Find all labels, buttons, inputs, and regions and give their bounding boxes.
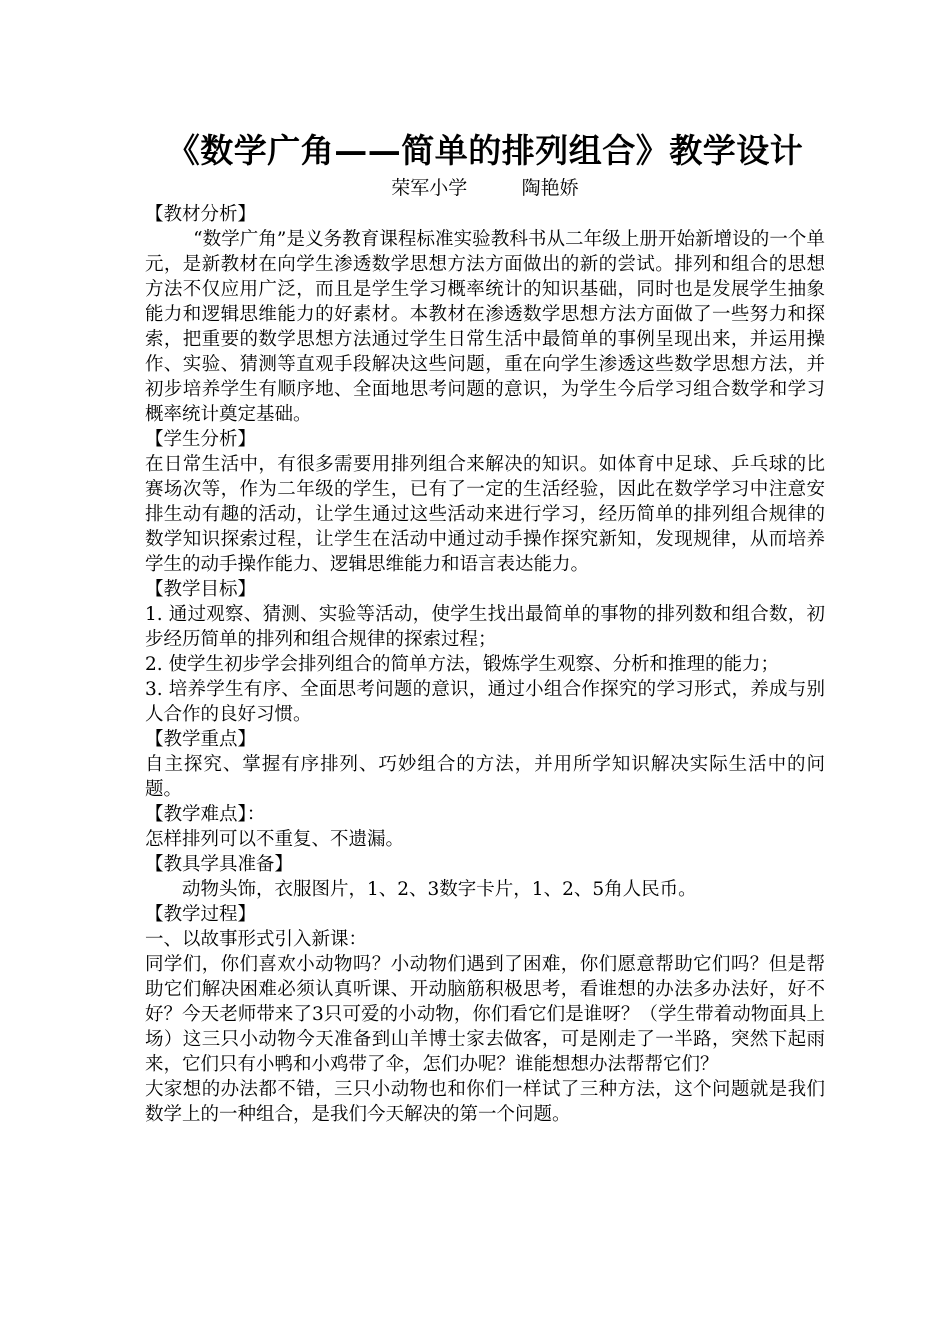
paragraph: 动物头饰，衣服图片，1、2、3数字卡片，1、2、5角人民币。: [182, 879, 697, 900]
school-name: 荣军小学: [391, 177, 468, 199]
section-heading: 【教具学具准备】: [145, 854, 294, 875]
paragraph: “数学广角”是义务教育课程标准实验教科书从二年级上册开始新增设的一个单元，是新教材在向学生渗透数学思想方法方面做出的新的尝试。排列和组合的思想方法不仅应用广泛，而且是学生学习概率统计的知识基础，同时也是发展学生抽象能力和逻辑思维能力的好素材。本教材在渗透数学思想方法方面做了一些努力和探索，把重要的数学思想方法通过学生日常生活中最简单的事例呈现出来，并运用操作、实验、猜测等直观手段解决这些问题，重在向学生渗透这些数学思想方法，并初步培养学生有顺序地、全面地思考问题的意识，为学生今后学习组合数学和学习概率统计奠定基础。: [145, 229, 825, 425]
byline: [145, 174, 825, 202]
section-heading: 【教学过程】: [145, 904, 257, 925]
section-materials: [145, 852, 825, 902]
paragraph: 同学们，你们喜欢小动物吗？小动物们遇到了困难，你们愿意帮助它们吗？但是帮助它们解决困难必须认真听课、开动脑筋积极思考，看谁想的办法多办法好，好不好？今天老师带来了3只可爱的小动物，你们看它们是谁呀？（学生带着动物面具上场）这三只小动物今天准备到山羊博士家去做客，可是刚走了一半路，突然下起雨来，它们只有小鸭和小鸡带了伞，怎们办呢？谁能想想办法帮帮它们？: [145, 954, 825, 1075]
section-student-analysis: [145, 427, 825, 577]
section-heading: 【教学目标】: [145, 579, 257, 600]
document-page: [145, 128, 825, 1127]
goal-item: 3. 培养学生有序、全面思考问题的意识，通过小组合作探究的学习形式，养成与别人合作的良好习惯。: [145, 679, 825, 725]
section-teaching-process: [145, 902, 825, 1127]
section-textbook-analysis: [145, 202, 825, 427]
section-heading: 【教材分析】: [145, 204, 257, 225]
goal-item: 2. 使学生初步学会排列组合的简单方法，锻炼学生观察、分析和推理的能力；: [145, 654, 780, 675]
paragraph: 在日常生活中，有很多需要用排列组合来解决的知识。如体育中足球、乒乓球的比赛场次等，作为二年级的学生，已有了一定的生活经验，因此在数学学习中注意安排生动有趣的活动，让学生通过这些活动来进行学习，经历简单的排列组合规律的数学知识探索过程，让学生在活动中通过动手操作探究新知，发现规律，从而培养学生的动手操作能力、逻辑思维能力和语言表达能力。: [145, 454, 825, 575]
goal-item: 1. 通过观察、猜测、实验等活动，使学生找出最简单的事物的排列数和组合数，初步经历简单的排列和组合规律的探索过程；: [145, 604, 825, 650]
section-difficulties: [145, 802, 825, 852]
section-teaching-goals: [145, 577, 825, 727]
author-name: 陶艳娇: [521, 177, 579, 199]
section-heading: 【学生分析】: [145, 429, 257, 450]
subheading: 一、以故事形式引入新课：: [145, 929, 368, 950]
paragraph: 自主探究、掌握有序排列、巧妙组合的方法，并用所学知识解决实际生活中的问题。: [145, 754, 825, 800]
document-title: 《数学广角——简单的排列组合》教学设计: [166, 131, 804, 170]
section-heading: 【教学重点】: [145, 729, 257, 750]
section-key-points: [145, 727, 825, 802]
paragraph: 怎样排列可以不重复、不遗漏。: [145, 829, 405, 850]
paragraph: 大家想的办法都不错，三只小动物也和你们一样试了三种方法，这个问题就是我们数学上的一种组合，是我们今天解决的第一个问题。: [145, 1079, 825, 1125]
section-heading: 【教学难点】：: [145, 804, 266, 825]
